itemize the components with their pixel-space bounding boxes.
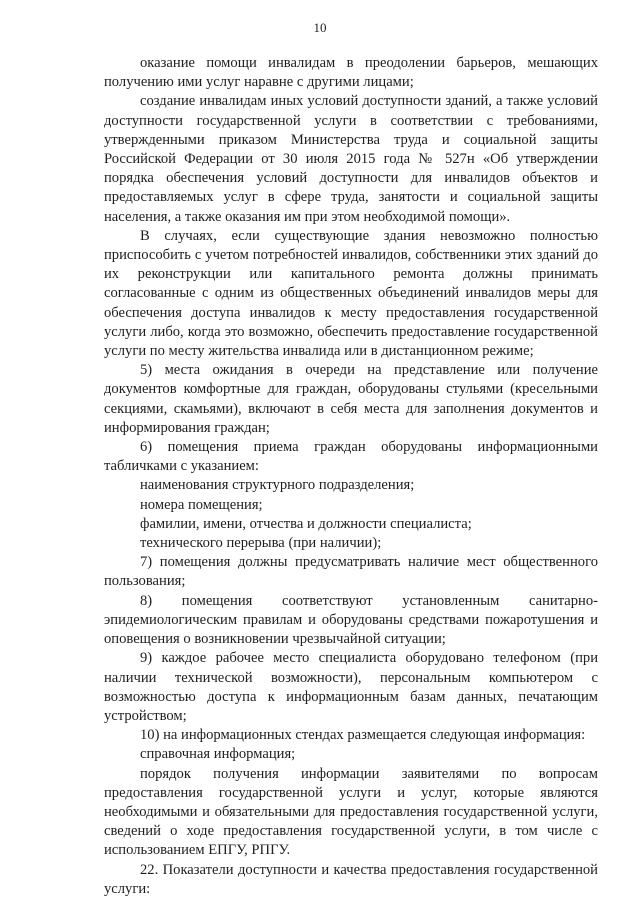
list-item: наименования структурного подразделения; (140, 477, 415, 494)
paragraph: 8) помещения соответствуют установленным санитарно-эпидемиологическим правилам и оборудованы средствами пожаротушения и оповещения о возникновении чрезвычайной ситуации; (104, 592, 598, 648)
list-item: фамилии, имени, отчества и должности специалиста; (140, 515, 472, 532)
document-body (104, 54, 598, 899)
paragraph: создание инвалидам иных условий доступности зданий, а также условий доступности государственной услуги в соответствии с требованиями, утвержденными приказом Министерства труда и социальной защиты Российской Федерации от 30 июля 2015 года № 527н «Об утверждении порядка обеспечения условий доступности для инвалидов объектов и предоставляемых услуг в сфере труда, занятости и социальной защиты населения, а также оказания им при этом необходимой помощи». (104, 93, 598, 225)
list-item: справочная информация; (140, 746, 296, 763)
paragraph: 10) на информационных стендах размещается следующая информация: (140, 727, 586, 744)
paragraph: 6) помещения приема граждан оборудованы информационными табличками с указанием: (104, 439, 598, 475)
list-item: технического перерыва (при наличии); (140, 535, 382, 552)
paragraph: порядок получения информации заявителями по вопросам предоставления государственной услуги и услуг, которые являются необходимыми и обязательными для предоставления государственной услуги, сведений о ходе предоставления государственной услуги, в том числе с использованием ЕПГУ, РПГУ. (104, 765, 598, 859)
paragraph: оказание помощи инвалидам в преодолении барьеров, мешающих получению ими услуг наравне с другими лицами; (104, 55, 598, 91)
section-heading: 22. Показатели доступности и качества предоставления государственной услуги: (104, 861, 598, 897)
paragraph: 7) помещения должны предусматривать наличие мест общественного пользования; (104, 554, 598, 590)
page-number: 10 (313, 20, 327, 35)
paragraph: 9) каждое рабочее место специалиста оборудовано телефоном (при наличии технической возможности), персональным компьютером с возможностью доступа к информационным базам данных, печатающим устройством; (104, 650, 598, 724)
paragraph: 5) места ожидания в очереди на представление или получение документов комфортные для граждан, оборудованы стульями (кресельными секциями, скамьями), включают в себя места для заполнения документов и информирования граждан; (104, 362, 598, 436)
paragraph: В случаях, если существующие здания невозможно полностью приспособить с учетом потребностей инвалидов, собственники этих зданий до их реконструкции или капитального ремонта должны принимать согласованные с одним из общественных объединений инвалидов меры для обеспечения доступа инвалидов к месту предоставления государственной услуги либо, когда это возможно, обеспечить предоставление государственной услуги по месту жительства инвалида или в дистанционном режиме; (104, 227, 598, 360)
list-item: номера помещения; (140, 496, 263, 513)
